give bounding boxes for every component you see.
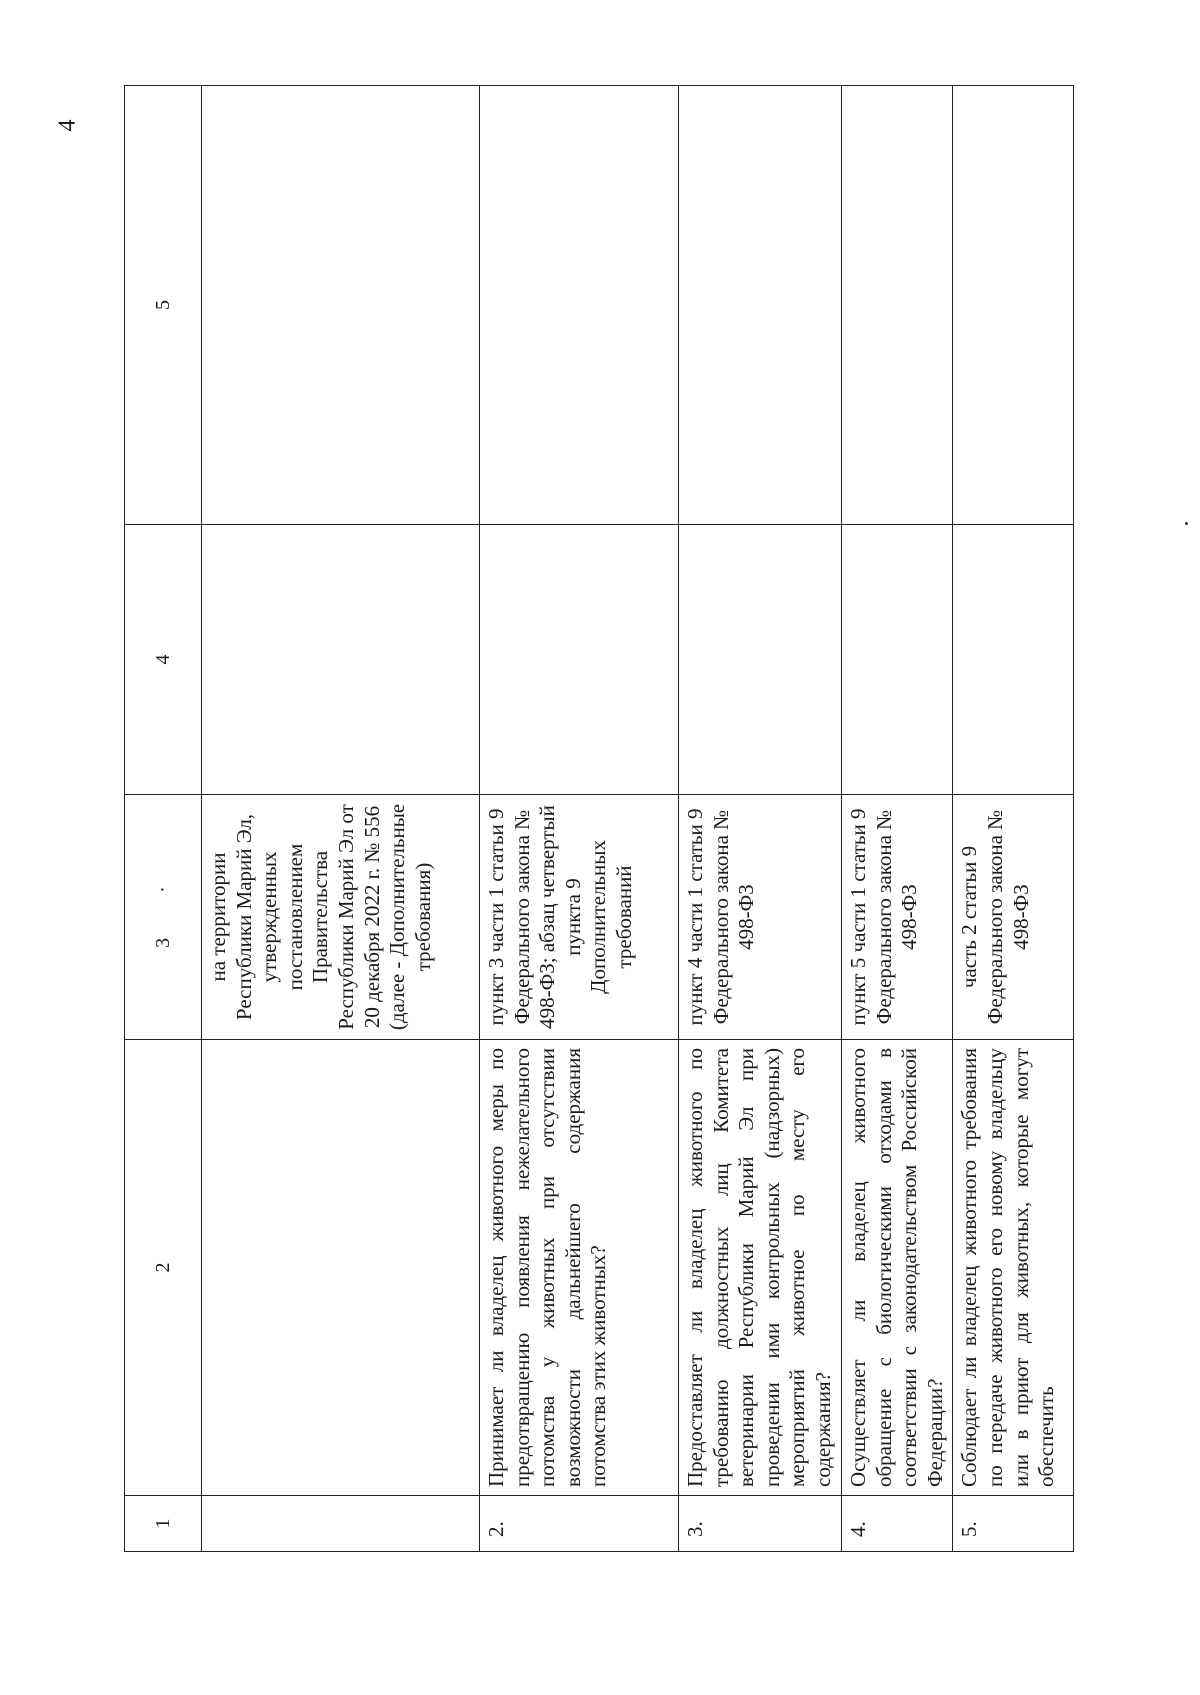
header-cell-3 xyxy=(125,795,202,1040)
answer-cell[interactable] xyxy=(202,525,480,795)
question-cell xyxy=(202,1040,480,1496)
question-cell: Предоставляет ли владелец животного по требованию должностных лиц Комитета ветеринарии Республики Марий Эл при проведении ими контрольных (надзорных) мероприятий животное по месту его содержания? xyxy=(679,1040,842,1496)
header-cell-2: 2 xyxy=(125,1040,202,1496)
note-cell[interactable] xyxy=(202,86,480,525)
row-number xyxy=(202,1496,480,1552)
table-row xyxy=(480,86,679,1552)
header-row xyxy=(125,86,202,1552)
question-cell: Принимает ли владелец животного меры по предотвращению появления нежелательного потомства у животных при отсутствии возможности дальнейшего содержания потомства этих животных? xyxy=(480,1040,679,1496)
answer-cell[interactable] xyxy=(953,525,1074,795)
header-cell-5: 5 xyxy=(125,86,202,525)
row-number: 2. xyxy=(480,1496,679,1552)
reference-cell: на территории Республики Марий Эл, утвержденных постановлением Правительства Республики Марий Эл от 20 декабря 2022 г. № 556 (далее - Дополнительные требования) xyxy=(202,795,480,1040)
rotated-table-container xyxy=(124,86,1064,1552)
row-number: 3. xyxy=(679,1496,842,1552)
scan-speck xyxy=(1185,522,1188,525)
reference-cell: часть 2 статьи 9 Федерального закона № 498-ФЗ xyxy=(953,795,1074,1040)
row-number: 5. xyxy=(953,1496,1074,1552)
header-cell-3-mark: · xyxy=(151,886,174,893)
page-number: 4 xyxy=(54,119,81,132)
reference-cell: пункт 4 части 1 статьи 9 Федерального закона № 498-ФЗ xyxy=(679,795,842,1040)
reference-cell: пункт 5 части 1 статьи 9 Федерального закона № 498-ФЗ xyxy=(842,795,953,1040)
table-row xyxy=(953,86,1074,1552)
row-number: 4. xyxy=(842,1496,953,1552)
note-cell[interactable] xyxy=(953,86,1074,525)
question-cell: Осуществляет ли владелец животного обращение с биологическими отходами в соответствии с законодательством Российской Федерации? xyxy=(842,1040,953,1496)
note-cell[interactable] xyxy=(679,86,842,525)
question-cell: Соблюдает ли владелец животного требования по передаче животного его новому владельцу или в приют для животных, которые могут обеспечить xyxy=(953,1040,1074,1496)
answer-cell[interactable] xyxy=(842,525,953,795)
answer-cell[interactable] xyxy=(679,525,842,795)
table-row xyxy=(842,86,953,1552)
note-cell[interactable] xyxy=(842,86,953,525)
answer-cell[interactable] xyxy=(480,525,679,795)
note-cell[interactable] xyxy=(480,86,679,525)
header-cell-4: 4 xyxy=(125,525,202,795)
header-cell-3-label: 3 xyxy=(151,937,174,948)
checklist-sheet xyxy=(124,86,1064,1552)
reference-cell: пункт 3 части 1 статьи 9 Федерального закона № 498-ФЗ; абзац четвертый пункта 9 Дополнительных требований xyxy=(480,795,679,1040)
checklist-table xyxy=(124,85,1074,1552)
header-cell-1: 1 xyxy=(125,1496,202,1552)
table-row xyxy=(202,86,480,1552)
table-row xyxy=(679,86,842,1552)
